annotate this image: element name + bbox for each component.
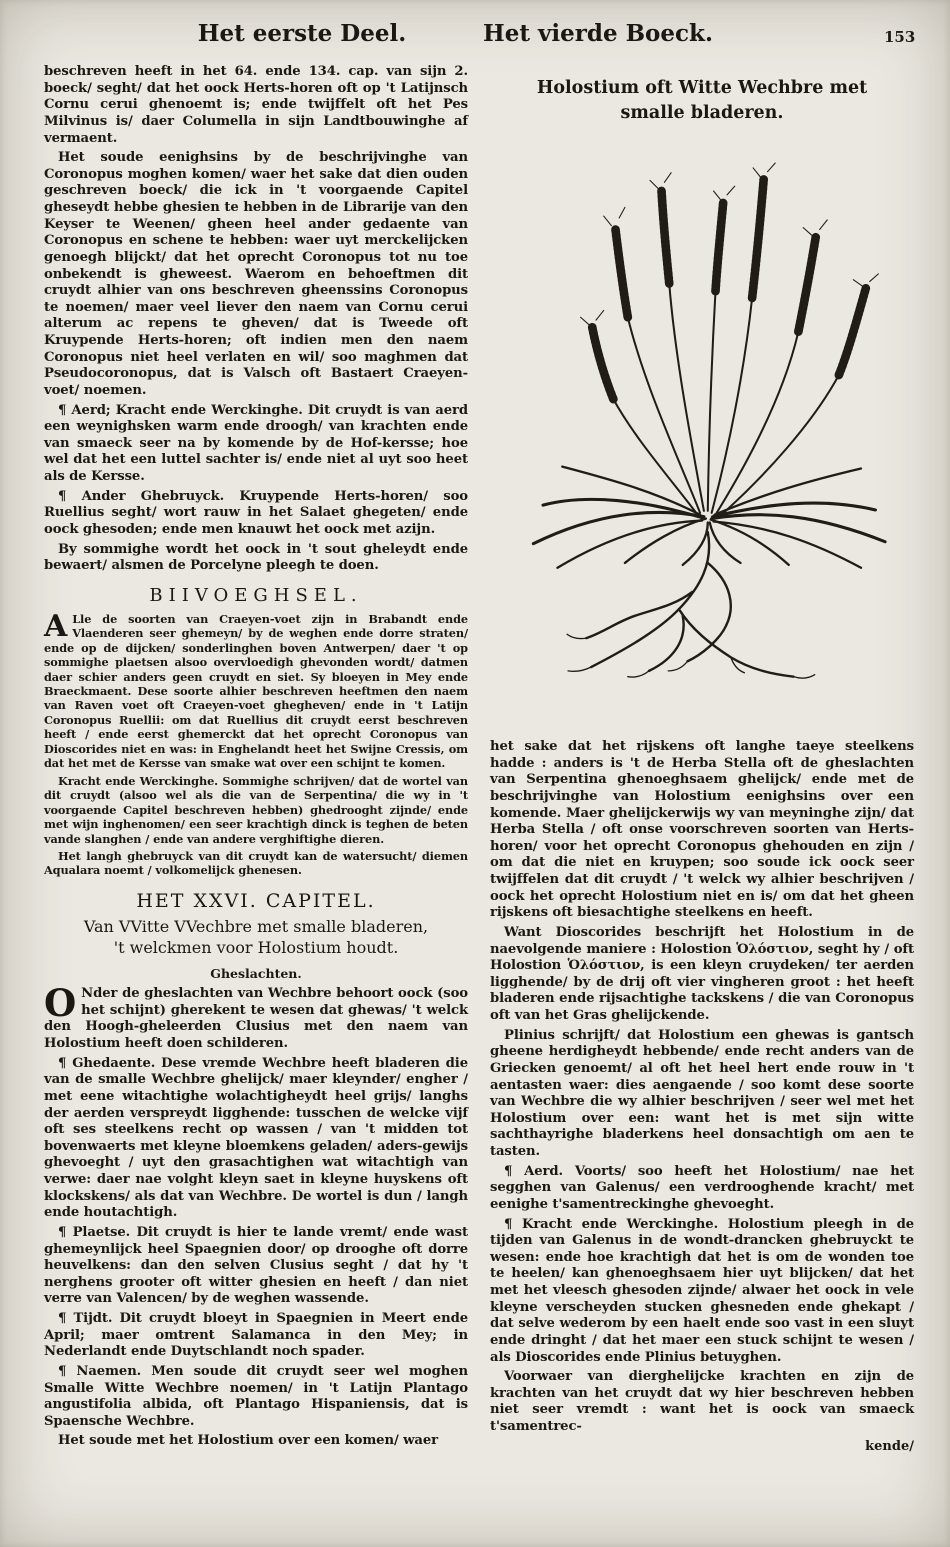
running-head-right: Het vierde Boeck.	[483, 20, 713, 47]
paragraph: Het langh ghebruyck van dit cruydt kan de watersucht/ diemen Aqualara noemt / volkomelijck ghenesen.	[44, 849, 468, 878]
paragraph: ¶ Ghedaente. Dese vremde Wechbre heeft bladeren die van de smalle Wechbre ghelijck/ maer kleynder/ engher / met eene witachtighe wolachtigheydt heel grijs/ langhs der aerden verspreydt ligghende: tusschen de welcke vijf oft ses steelkens recht op wassen / van 't midden tot bovenwaerts met kleyne bloemkens geladen/ aders-gewijs ghevoeght / uyt den grasachtighen wat witachtigh van verwe: daer nae volght kleyn saet in kleyne huyskens oft klockskens/ als dat van Wechbre. De wortel is dun / langh ende houtachtigh.	[44, 1055, 468, 1221]
paragraph-text: Nder de gheslachten van Wechbre behoort oock (soo het schijnt) gherekent te wesen dat ghewas/ 't welck den Hoogh-gheleerden Clusius met den naem van Holostium heeft doen schilderen.	[44, 986, 468, 1051]
section-heading-biivoeghsel: BIIVOEGHSEL.	[149, 584, 363, 606]
drop-cap: O	[44, 981, 77, 1026]
paragraph: het sake dat het rijskens oft langhe taeye steelkens hadde : anders is 't de Herba Stella oft de gheslachten van Serpentina ghenoeghsaem ghelijck/ ende met de beschrijvinghe van Holostium eenighsins over een komende. Maer ghelijckerwijs wy van meyninghe zijn/ dat Herba Stella / oft onse voorschreven soorten van Herts-horen/ voor het oprecht Coronopus ghehouden en zijn / om dat die niet en kruypen; soo soude ick oock seer twijffelen dat dit cruydt / 't welck wy alhier beschrijven / oock het oprecht Holostium niet en is/ om dat het gheen rijskens oft biesachtighe steelkens en heeft.	[490, 739, 914, 921]
chapter-subtitle-line2: 't welckmen voor Holostium houdt.	[113, 938, 399, 958]
figure-title-line2: smalle bladeren.	[620, 102, 784, 123]
paragraph	[44, 981, 468, 1053]
paragraph: Want Dioscorides beschrijft het Holostium in de naevolgende maniere : Holostion Ὁλόστιον, seght hy / oft Holostion Ὁλόστιον, is een kleyn cruydeken/ ter aerden ligghende/ by de drij oft vier vingheren groot : het heeft bladeren ende rijsachtighe tackskens / die van Coronopus oft van het Gras ghelijckende.	[490, 924, 914, 1023]
left-column	[44, 64, 468, 1453]
paragraph	[44, 608, 468, 771]
paragraph: beschreven heeft in het 64. ende 134. cap. van sijn 2. boeck/ seght/ dat het oock Herts-horen oft op 't Latijnsch Cornu cerui ghenoemt is; ende twijffelt oft het Pes Milvinus is/ daer Columella in sijn Landtbouwinghe af vermaent.	[44, 64, 468, 146]
paragraph-text: Lle de soorten van Craeyen-voet zijn in Brabandt ende Vlaenderen seer ghemeyn/ by de weghen ende dorre straten/ ende op de dijcken/ sonderlinghen boven Antwerpen/ daer 't op sommighe plaetsen alsoo overvloedigh ghevonden wordt/ datmen daer schier anders geen cruydt en siet. Sy bloeyen in Mey ende Braeckmaent. Dese soorte alhier beschreven heeftmen den naem van Raven voet oft Craeyen-voet ghegheven/ ende in 't Latijn Coronopus Ruellii: om dat Ruellius dit cruydt eerst beschreven heeft / ende eerst ghemerckt dat het oprecht Coronopus van Dioscorides niet en was: in Enghelandt heet het Swijne Cressis, om dat het met de Kersse van smake wat over een schijnt te komen.	[44, 611, 468, 771]
page-number: 153	[884, 28, 916, 46]
paragraph: By sommighe wordt het oock in 't sout gheleydt ende bewaert/ alsmen de Porcelyne pleegh te doen.	[44, 541, 468, 574]
flower-spikes	[581, 163, 879, 399]
paragraph: Plinius schrijft/ dat Holostium een ghewas is gantsch gheene herdigheydt hebbende/ ende recht anders van de Griecken genoemt/ al oft het heel hert ende rouw in 't aentasten waer: dies aengaende / soo komt dese soorte van Wechbre die wy alhier beschrijven / seer wel met het Holostium over een: want het is met sijn witte sachthayrighe bladerkens heel donsachtigh om aen te tasten.	[490, 1027, 914, 1159]
chapter-subtitle	[44, 916, 468, 958]
paragraph: ¶ Kracht ende Werckinghe. Holostium pleegh in de tijden van Galenus in de wondt-drancken ghebruyckt te wesen: ende hoe krachtigh dat het is om de wonden toe te heelen/ kan ghenoeghsaem hier uyt blijcken/ dat het met het vleesch ghesoden zijnde/ alwaer het oock in vele kleyne verscheyden stucken ghesneden ende ghekapt / dat selve wederom by een haelt ende soo vast in een sluyt ende dringht / dat het maer een stuck schijnt te wesen / als Dioscorides ende Plinius betuyghen.	[490, 1216, 914, 1365]
paragraph: ¶ Naemen. Men soude dit cruydt seer wel moghen Smalle Witte Wechbre noemen/ in 't Latijn Plantago angustifolia albida, oft Plantago Hispaniensis, dat is Spaensche Wechbre.	[44, 1363, 468, 1429]
holostium-plant-illustration-icon	[490, 129, 914, 729]
paragraph: ¶ Plaetse. Dit cruydt is hier te lande vremt/ ende wast ghemeynlijck heel Spaegnien door/ op drooghe oft dorre heuvelkens: dan den selven Clusius seght / dat hy 't nerghens grooter oft witter ghesien en heeft / dan niet verre van Valencen/ by de weghen wassende.	[44, 1224, 468, 1307]
drop-cap: A	[44, 608, 68, 644]
paragraph: Het soude eenighsins by de beschrijvinghe van Coronopus moghen komen/ waer het sake dat dien ouden geschreven boeck/ die ick in 't voorgaende Capitel gheseydt hebbe ghesien te hebben in de Librarije van den Keyser te Weenen/ gheen heel ander gedaente van Coronopus en schene te hebben: waer uyt merckelijcken genoegh blijckt/ dat het oprecht Coronopus tot nu toe onbekendt is gheweest. Waerom en behoeftmen dit cruydt alhier van ons beschreven gheenssins Coronopus te noemen/ maer veel liever den naem van Cornu cerui alterum ac repens te gheven/ dat is Tweede oft Kruypende Herts-horen; oft indien men den naem Coronopus niet heel verlaten en wil/ soo maghmen dat Pseudocoronopus, dat is Valsch oft Bastaert Craeyen-voet/ noemen.	[44, 150, 468, 398]
figure-title	[490, 76, 914, 125]
paragraph: Voorwaer van dierghelijcke krachten en zijn de krachten van het cruydt dat wy hier beschreven hebben niet seer vremdt : want het is oock van smaeck t'samentrec-	[490, 1369, 914, 1434]
paragraph: ¶ Aerd. Voorts/ soo heeft het Holostium/ nae het segghen van Galenus/ een verdrooghende kracht/ met eenighe t'samentreckinghe ghevoeght.	[490, 1163, 914, 1212]
paragraph: Kracht ende Werckinghe. Sommighe schrijven/ dat de wortel van dit cruydt (alsoo wel als die van de Serpentina/ die wy in 't voorgaende Capitel beschreven hebben) ghedrooght zijnde/ ende met wijn inghenomen/ een seer krachtigh dinck is teghen de beten vande slanghen / ende van andere verghiftighe dieren.	[44, 773, 468, 846]
paragraph: Het soude met het Holostium over een komen/ waer	[58, 1433, 439, 1449]
paragraph: ¶ Ander Ghebruyck. Kruypende Herts-horen/ soo Ruellius seght/ wort rauw in het Salaet ghegeten/ ende oock ghesoden; ende men knauwt het oock met azijn.	[44, 488, 468, 537]
paragraph: ¶ Aerd; Kracht ende Werckinghe. Dit cruydt is van aerd een weynighsken warm ende droogh/ van krachten ende van smaeck seer na by komende by de Hof-kersse; hoe wel dat het een luttel sachter is/ ende niet al uyt soo heet als de Kersse.	[44, 402, 468, 484]
running-head-left: Het eerste Deel.	[197, 20, 407, 47]
subsection-heading-gheslachten: Gheslachten.	[210, 966, 302, 982]
chapter-subtitle-line1: Van VVitte VVechbre met smalle bladeren,	[83, 916, 429, 936]
paragraph: ¶ Tijdt. Dit cruydt bloeyt in Spaegnien in Meert ende April; maer omtrent Salamanca in den Mey; in Nederlandt ende Duytschlandt noch spader.	[44, 1311, 468, 1360]
catchword: kende/	[865, 1438, 914, 1454]
right-column	[490, 64, 914, 1454]
figure-title-line1: Holostium oft Witte Wechbre met	[536, 78, 868, 98]
chapter-heading: HET XXVI. CAPITEL.	[136, 889, 376, 912]
